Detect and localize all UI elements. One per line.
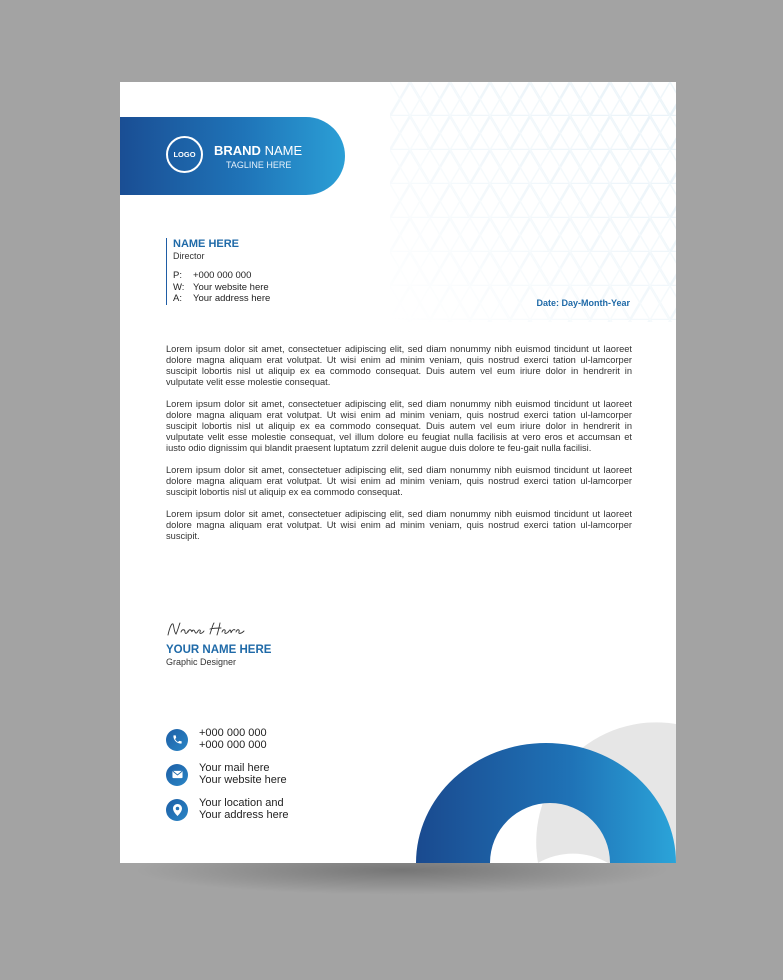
contact-label: A:	[173, 293, 182, 304]
footer-location-line2: Your address here	[199, 808, 289, 821]
footer-phone-line1: +000 000 000	[199, 727, 267, 739]
footer-phone-line2: +000 000 000	[199, 738, 267, 751]
signatory-title: Graphic Designer	[166, 657, 237, 667]
body-paragraph: Lorem ipsum dolor sit amet, consectetuer adipiscing elit, sed diam nonummy nibh euismod tincidunt ut laoreet dolore magna aliquam erat volutpat. Ut wisi enim ad minim veniam, quis nostrud exerci tation ul-lamcorper suscipit lobortis nisl ut aliquip ex ea commodo consequat. Duis autem vel eum iriure dolor in hendrerit in vulputate velit esse molestie consequat.	[166, 344, 632, 387]
footer-decorative-arcs	[120, 82, 676, 863]
body-paragraph: Lorem ipsum dolor sit amet, consectetuer adipiscing elit, sed diam nonummy nibh euismod tincidunt ut laoreet dolore magna aliquam erat volutpat. Ut wisi enim ad minim veniam, quis nostrud exerci tation ul-lamcorper suscipit lobortis nisl ut aliquip ex ea commodo consequat. Duis autem vel eum iriure dolor in hendrerit in vulputate velit esse molestie consequat, vel illum dolore eu feugiat nulla facilisis at vero eros et accumsan et iusto odio dignissim qui blandit praesent luptatum zzril delenit augue duis dolore te feu-gait nulla facilisi.	[166, 399, 632, 453]
contact-label: P:	[173, 270, 182, 281]
brand-tagline: TAGLINE HERE	[226, 160, 292, 170]
letter-date: Date: Day-Month-Year	[536, 298, 630, 308]
sender-name: NAME HERE	[173, 238, 240, 250]
body-paragraph: Lorem ipsum dolor sit amet, consectetuer adipiscing elit, sed diam nonummy nibh euismod tincidunt ut laoreet dolore magna aliquam erat volutpat. Ut wisi enim ad minim veniam, quis nostrud exerci tation ul-lamcorper suscipit lobortis nisl ut aliquip ex ea commodo consequat.	[166, 465, 632, 497]
contact-value: Your address here	[193, 293, 271, 304]
footer-mail-line1: Your mail here	[199, 762, 270, 774]
logo-text: LOGO	[173, 150, 196, 159]
brand-name-bold: BRAND	[214, 143, 261, 158]
footer-mail-line2: Your website here	[199, 773, 287, 786]
contact-label: W:	[173, 281, 185, 293]
brand-name-light: NAME	[260, 143, 303, 158]
signatory-name: YOUR NAME HERE	[166, 644, 272, 656]
contact-value: +000 000 000	[193, 270, 252, 281]
letterhead-page	[120, 82, 676, 863]
contact-value: Your website here	[193, 281, 269, 293]
body-paragraph: Lorem ipsum dolor sit amet, consectetuer adipiscing elit, sed diam nonummy nibh euismod tincidunt ut laoreet dolore magna aliquam erat volutpat. Ut wisi enim ad minim veniam, quis nostrud exerci tation ul-lamcorper suscipit.	[166, 509, 632, 541]
sender-title: Director	[173, 251, 205, 261]
footer-location-line1: Your location and	[199, 797, 284, 809]
